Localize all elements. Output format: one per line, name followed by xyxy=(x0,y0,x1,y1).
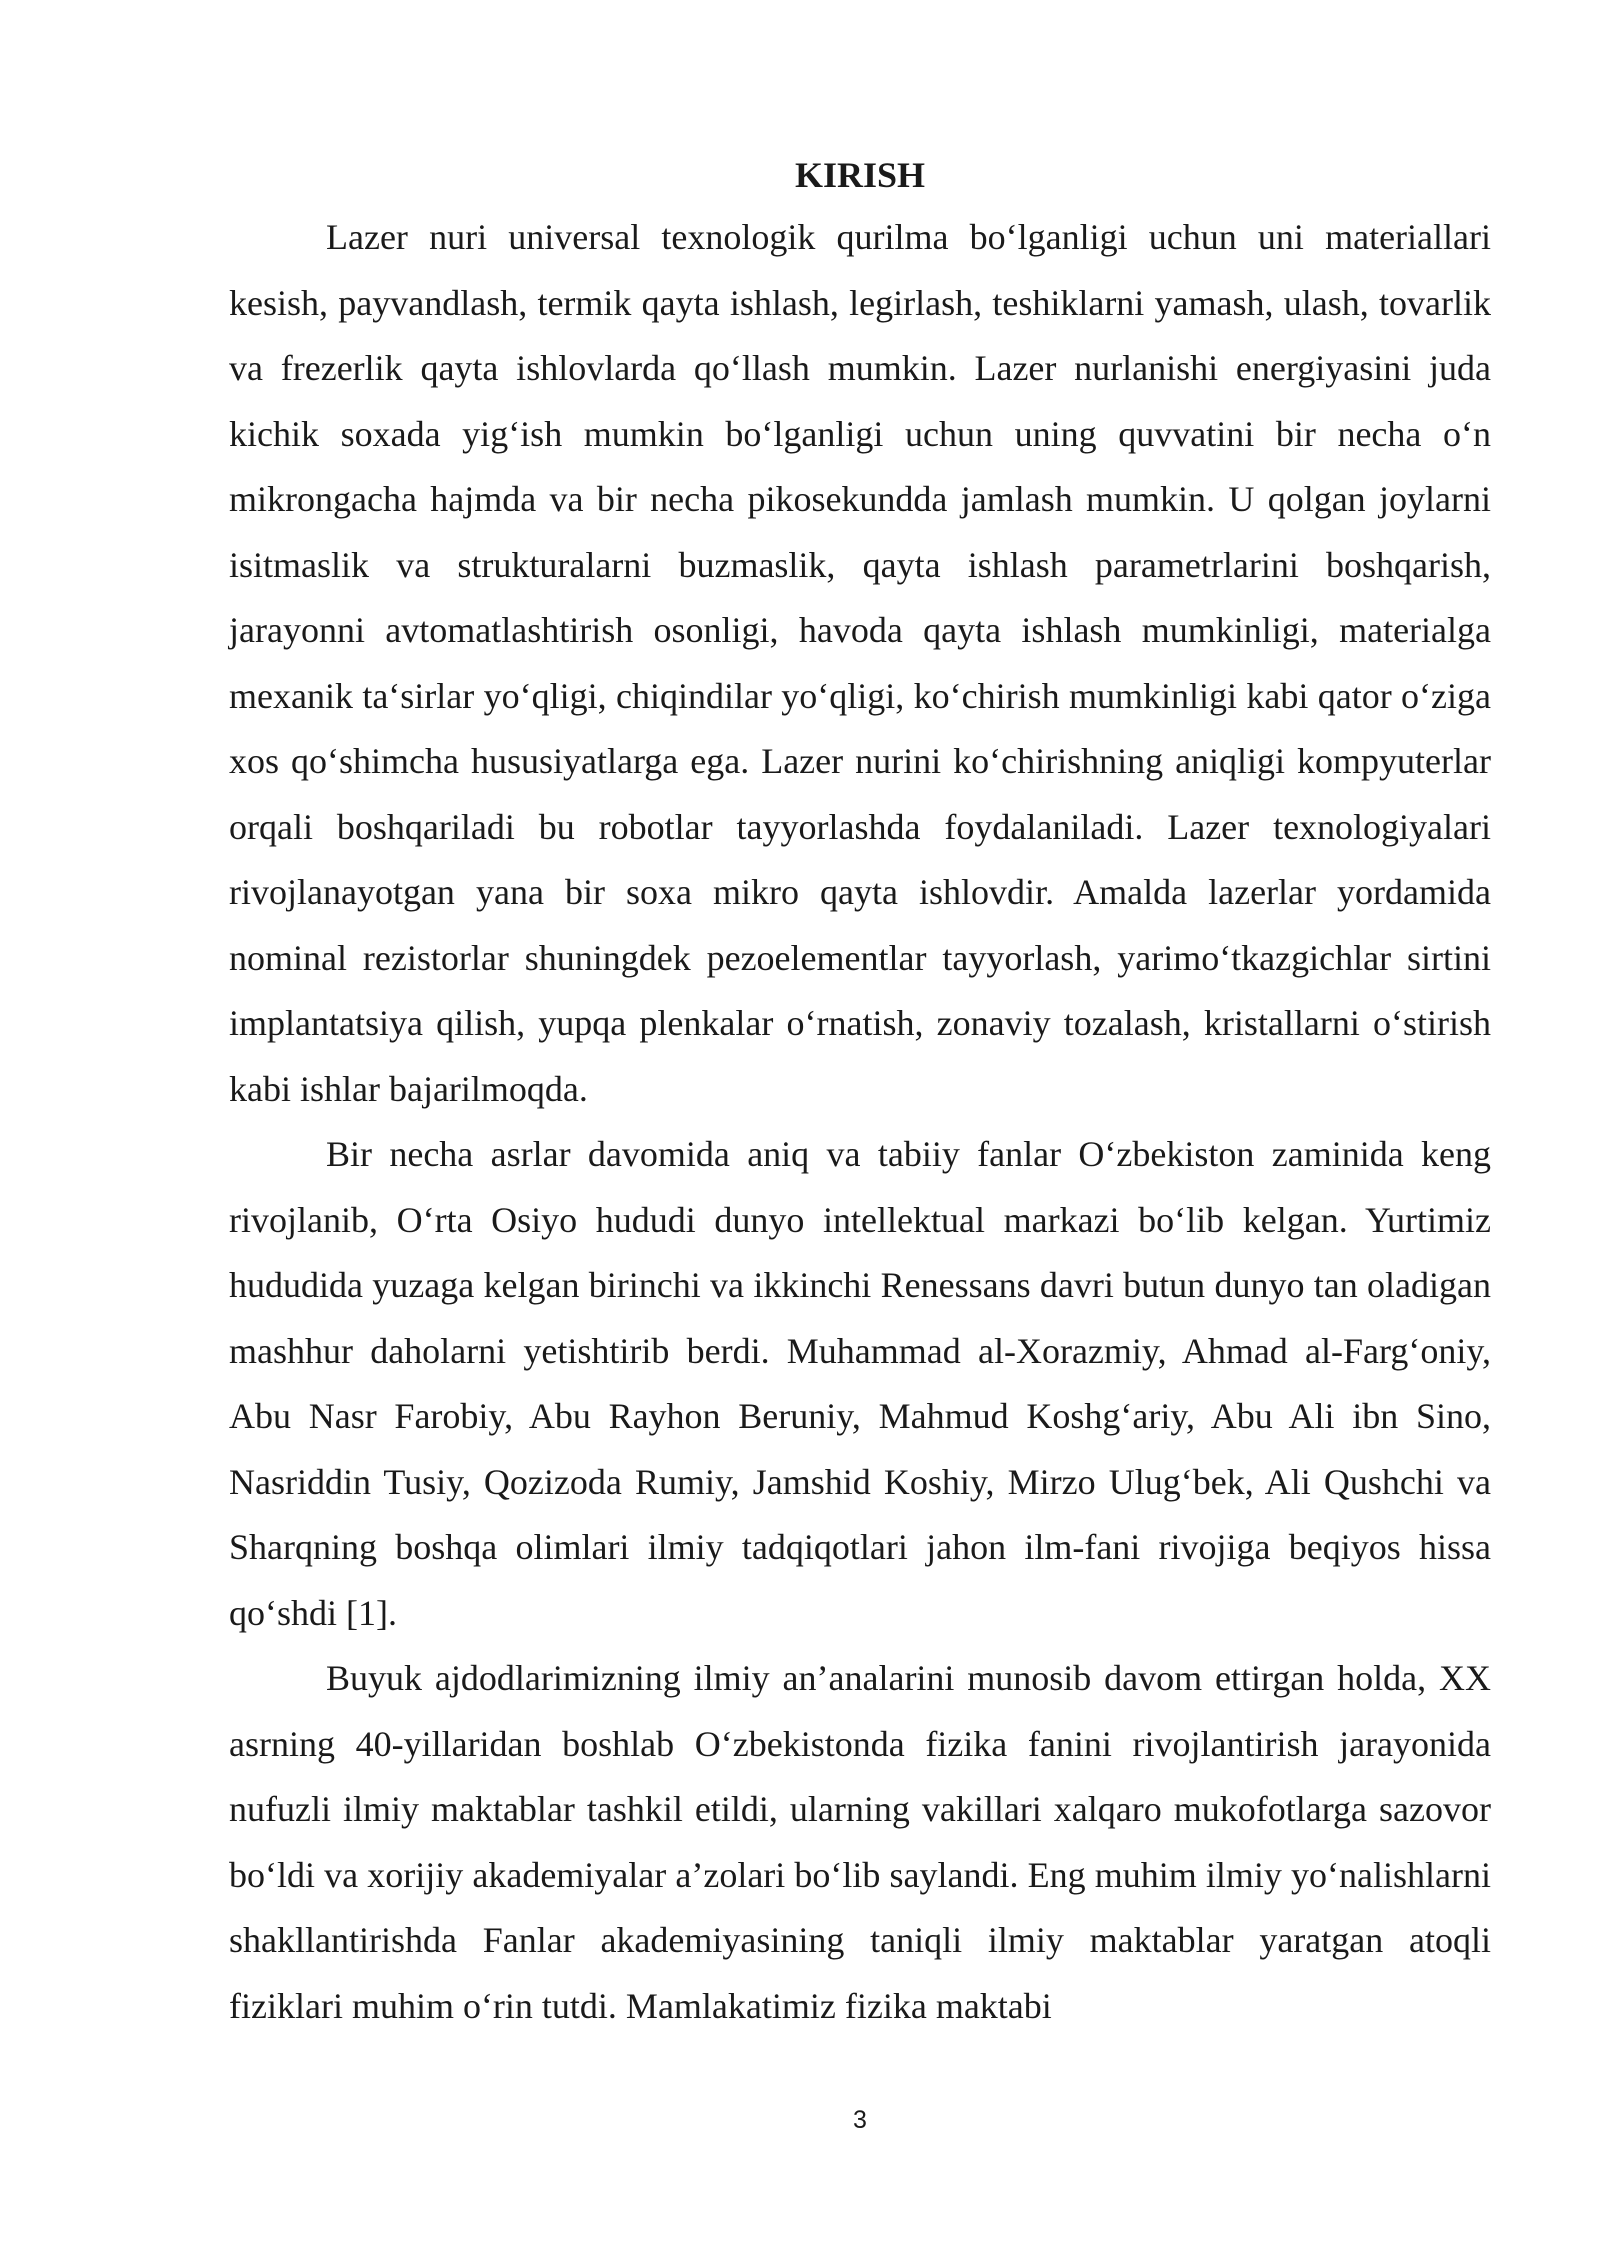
paragraph-physics-schools: Buyuk ajdodlarimizning ilmiy an’analarini munosib davom ettirgan holda, XX asrning 40-yillaridan boshlab O‘zbekistonda fizika fanini rivojlantirish jarayonida nufuzli ilmiy maktablar tashkil etildi, ularning vakillari xalqaro mukofotlarga sazovor bo‘ldi va xorijiy akademiyalar a’zolari bo‘lib saylandi. Eng muhim ilmiy yo‘nalishlarni shakllantirishda Fanlar akademiyasining taniqli ilmiy maktablar yaratgan atoqli fiziklari muhim o‘rin tutdi. Mamlakatimiz fizika maktabi xyxy=(229,1658,1491,2026)
page-number: 3 xyxy=(853,2106,867,2134)
paragraph-historical-science: Bir necha asrlar davomida aniq va tabiiy fanlar O‘zbekiston zaminida keng rivojlanib, O‘rta Osiyo hududi dunyo intellektual markazi bo‘lib kelgan. Yurtimiz hududida yuzaga kelgan birinchi va ikkinchi Renessans davri butun dunyo tan oladigan mashhur daholarni yetishtirib berdi. Muhammad al-Xorazmiy, Ahmad al-Farg‘oniy, Abu Nasr Farobiy, Abu Rayhon Beruniy, Mahmud Koshg‘ariy, Abu Ali ibn Sino, Nasriddin Tusiy, Qozizoda Rumiy, Jamshid Koshiy, Mirzo Ulug‘bek, Ali Qushchi va Sharqning boshqa olimlari ilmiy tadqiqotlari jahon ilm-fani rivojiga beqiyos hissa qo‘shdi [1]. xyxy=(229,1134,1491,1633)
page-body xyxy=(229,150,1491,2039)
paragraph-laser-technology: Lazer nuri universal texnologik qurilma bo‘lganligi uchun uni materiallari kesish, payvandlash, termik qayta ishlash, legirlash, teshiklarni yamash, ulash, tovarlik va frezerlik qayta ishlovlarda qo‘llash mumkin. Lazer nurlanishi energiyasini juda kichik soxada yig‘ish mumkin bo‘lganligi uchun uning quvvatini bir necha o‘n mikrongacha hajmda va bir necha pikosekundda jamlash mumkin. U qolgan joylarni isitmaslik va strukturalarni buzmaslik, qayta ishlash parametrlarini boshqarish, jarayonni avtomatlashtirish osonligi, havoda qayta ishlash mumkinligi, materialga mexanik ta‘sirlar yo‘qligi, chiqindilar yo‘qligi, ko‘chirish mumkinligi kabi qator o‘ziga xos qo‘shimcha hususiyatlarga ega. Lazer nurini ko‘chirishning aniqligi kompyuterlar orqali boshqariladi bu robotlar tayyorlashda foydalaniladi. Lazer texnologiyalari rivojlanayotgan yana bir soxa mikro qayta ishlovdir. Amalda lazerlar yordamida nominal rezistorlar shuningdek pezoelementlar tayyorlash, yarimo‘tkazgichlar sirtini implantatsiya qilish, yupqa plenkalar o‘rnatish, zonaviy tozalash, kristallarni o‘stirish kabi ishlar bajarilmoqda. xyxy=(229,217,1491,1109)
section-title: KIRISH xyxy=(794,155,926,195)
